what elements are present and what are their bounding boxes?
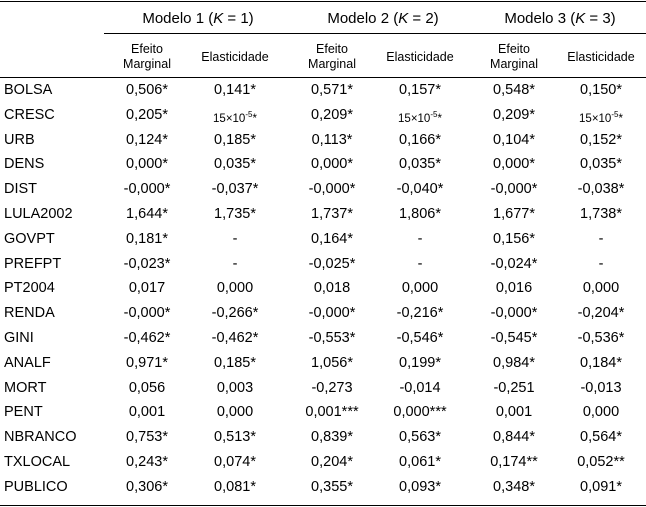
table-row [0,103,646,128]
elasticidade-cell: -0,546* [396,330,444,346]
efeito-marginal-cell: 0,306* [126,478,168,495]
efeito-marginal-cell: 0,000* [311,156,353,173]
model-3-header: Modelo 3 (K = 3) [504,10,616,27]
row-label: PREFPT [4,255,62,272]
efeito-marginal-cell: 0,243* [126,454,168,470]
efeito-marginal-cell: -0,273 [311,379,353,396]
elasticidade-cell: 0,091* [580,478,622,495]
efeito-marginal-cell: 0,209* [311,106,353,123]
efeito-marginal-cell: -0,000* [490,305,538,322]
efeito-marginal-cell: 0,124* [126,131,168,148]
efeito-marginal-cell: 1,644* [126,206,168,222]
table-row [0,376,646,401]
efeito-marginal-cell: 0,104* [493,131,535,148]
elasticidade-cell: -0,013 [580,379,622,396]
row-label: GOVPT [4,230,55,247]
efeito-marginal-cell: 0,844* [493,429,535,446]
subheader-efeito-marginal-3: Efeito Marginal [490,42,538,71]
table-row [0,252,646,277]
elasticidade-cell: - [598,255,604,272]
elasticidade-cell: 0,093* [399,478,441,495]
elasticidade-cell: 1,806* [399,206,441,222]
row-label: MORT [4,379,47,396]
elasticidade-cell: -0,038* [577,181,625,198]
subheader-efeito-marginal-1: Efeito Marginal [123,42,171,71]
efeito-marginal-cell: -0,251 [493,379,535,396]
row-label: PENT [4,404,43,421]
model-1-header: Modelo 1 (K = 1) [142,10,254,27]
row-label: TXLOCAL [4,454,71,470]
elasticidade-cell: 0,081* [214,478,256,495]
table-row [0,128,646,153]
row-label: LULA2002 [4,206,73,222]
efeito-marginal-cell: 0,984* [493,354,535,371]
row-label: DENS [4,156,45,173]
elasticidade-cell: -0,216* [396,305,444,322]
table-row [0,152,646,177]
efeito-marginal-cell: -0,000* [123,181,171,198]
efeito-marginal-cell: 0,181* [126,230,168,247]
efeito-marginal-cell: -0,024* [490,255,538,272]
row-label: DIST [4,181,38,198]
table-row [0,177,646,202]
efeito-marginal-cell: 0,000* [493,156,535,173]
elasticidade-cell: -0,462* [211,330,259,346]
efeito-marginal-cell: 1,056* [311,354,353,371]
elasticidade-cell: 0,000 [401,280,439,297]
header-rule [104,33,646,34]
row-label: CRESC [4,106,55,123]
row-label: URB [4,131,35,148]
row-label: RENDA [4,305,55,322]
efeito-marginal-cell: 0,056 [128,379,166,396]
table-row [0,351,646,376]
efeito-marginal-cell: 0,018 [313,280,351,297]
table-row [0,78,646,103]
elasticidade-cell: -0,040* [396,181,444,198]
efeito-marginal-cell: 0,548* [493,82,535,98]
efeito-marginal-cell: 1,677* [493,206,535,222]
elasticidade-cell: 0,074* [214,454,256,470]
efeito-marginal-cell: 0,571* [311,82,353,98]
efeito-marginal-cell: 0,506* [126,82,168,98]
elasticidade-cell: 0,035* [580,156,622,173]
efeito-marginal-cell: 0,016 [495,280,533,297]
elasticidade-cell: - [417,230,423,247]
elasticidade-cell: 0,513* [214,429,256,446]
efeito-marginal-cell: 0,205* [126,106,168,123]
efeito-marginal-cell: 0,000* [126,156,168,173]
elasticidade-cell: 1,738* [580,206,622,222]
subheader-elasticidade-2: Elasticidade [386,50,454,64]
elasticidade-cell: -0,014 [399,379,441,396]
elasticidade-cell: $15\times 10^{-5}*$ [579,109,623,125]
efeito-marginal-cell: 0,156* [493,230,535,247]
elasticidade-cell: 0,185* [214,131,256,148]
efeito-marginal-cell: -0,000* [123,305,171,322]
efeito-marginal-cell: -0,000* [308,305,356,322]
table-row [0,400,646,425]
elasticidade-cell: 0,150* [580,82,622,98]
elasticidade-cell: 0,152* [580,131,622,148]
efeito-marginal-cell: 0,113* [311,131,353,148]
efeito-marginal-cell: -0,000* [490,181,538,198]
table-row [0,450,646,475]
efeito-marginal-cell: 0,001 [495,404,533,421]
elasticidade-cell: -0,536* [577,330,625,346]
elasticidade-cell: -0,037* [211,181,259,198]
efeito-marginal-cell: -0,462* [123,330,171,346]
elasticidade-cell: 0,157* [399,82,441,98]
efeito-marginal-cell: 1,737* [311,206,353,222]
elasticidade-cell: - [598,230,604,247]
efeito-marginal-cell: 0,164* [311,230,353,247]
top-rule [0,1,646,2]
elasticidade-cell: - [232,230,238,247]
elasticidade-cell: 0,035* [399,156,441,173]
elasticidade-cell: 0,000*** [393,404,447,421]
elasticidade-cell: 0,199* [399,354,441,371]
table-row [0,227,646,252]
model-2-header: Modelo 2 (K = 2) [327,10,439,27]
elasticidade-cell: 0,035* [214,156,256,173]
efeito-marginal-cell: 0,348* [493,478,535,495]
elasticidade-cell: 0,052** [577,454,625,470]
efeito-marginal-cell: -0,000* [308,181,356,198]
efeito-marginal-cell: -0,545* [490,330,538,346]
row-label: PT2004 [4,280,55,297]
elasticidade-cell: 0,564* [580,429,622,446]
subheader-elasticidade-1: Elasticidade [201,50,269,64]
efeito-marginal-cell: -0,025* [308,255,356,272]
efeito-marginal-cell: -0,023* [123,255,171,272]
elasticidade-cell: 0,166* [399,131,441,148]
elasticidade-cell: 0,003 [216,379,254,396]
elasticidade-cell: 0,563* [399,429,441,446]
elasticidade-cell: 0,000 [216,280,254,297]
elasticidade-cell: 0,185* [214,354,256,371]
elasticidade-cell: - [232,255,238,272]
table-row [0,326,646,351]
elasticidade-cell: 0,061* [399,454,441,470]
elasticidade-cell: 1,735* [214,206,256,222]
table-row [0,301,646,326]
elasticidade-cell: $15\times 10^{-5}*$ [398,109,442,125]
efeito-marginal-cell: 0,001 [128,404,166,421]
efeito-marginal-cell: 0,001*** [305,404,359,421]
row-label: GINI [4,330,34,346]
row-label: PUBLICO [4,478,68,495]
bottom-rule [0,505,646,506]
efeito-marginal-cell: 0,174** [490,454,538,470]
row-label: NBRANCO [4,429,77,446]
elasticidade-cell: 0,141* [214,82,256,98]
elasticidade-cell: $15\times 10^{-5}*$ [213,109,257,125]
table-row [0,475,646,500]
elasticidade-cell: -0,204* [577,305,625,322]
efeito-marginal-cell: 0,971* [126,354,168,371]
efeito-marginal-cell: 0,204* [311,454,353,470]
elasticidade-cell: 0,184* [580,354,622,371]
elasticidade-cell: -0,266* [211,305,259,322]
table-row [0,276,646,301]
elasticidade-cell: 0,000 [582,404,620,421]
table-row [0,425,646,450]
efeito-marginal-cell: -0,553* [308,330,356,346]
row-label: ANALF [4,354,51,371]
elasticidade-cell: 0,000 [582,280,620,297]
subheader-elasticidade-3: Elasticidade [567,50,635,64]
table-row [0,202,646,227]
efeito-marginal-cell: 0,839* [311,429,353,446]
efeito-marginal-cell: 0,209* [493,106,535,123]
row-label: BOLSA [4,82,53,98]
efeito-marginal-cell: 0,355* [311,478,353,495]
efeito-marginal-cell: 0,753* [126,429,168,446]
elasticidade-cell: 0,000 [216,404,254,421]
elasticidade-cell: - [417,255,423,272]
efeito-marginal-cell: 0,017 [128,280,166,297]
subheader-efeito-marginal-2: Efeito Marginal [308,42,356,71]
